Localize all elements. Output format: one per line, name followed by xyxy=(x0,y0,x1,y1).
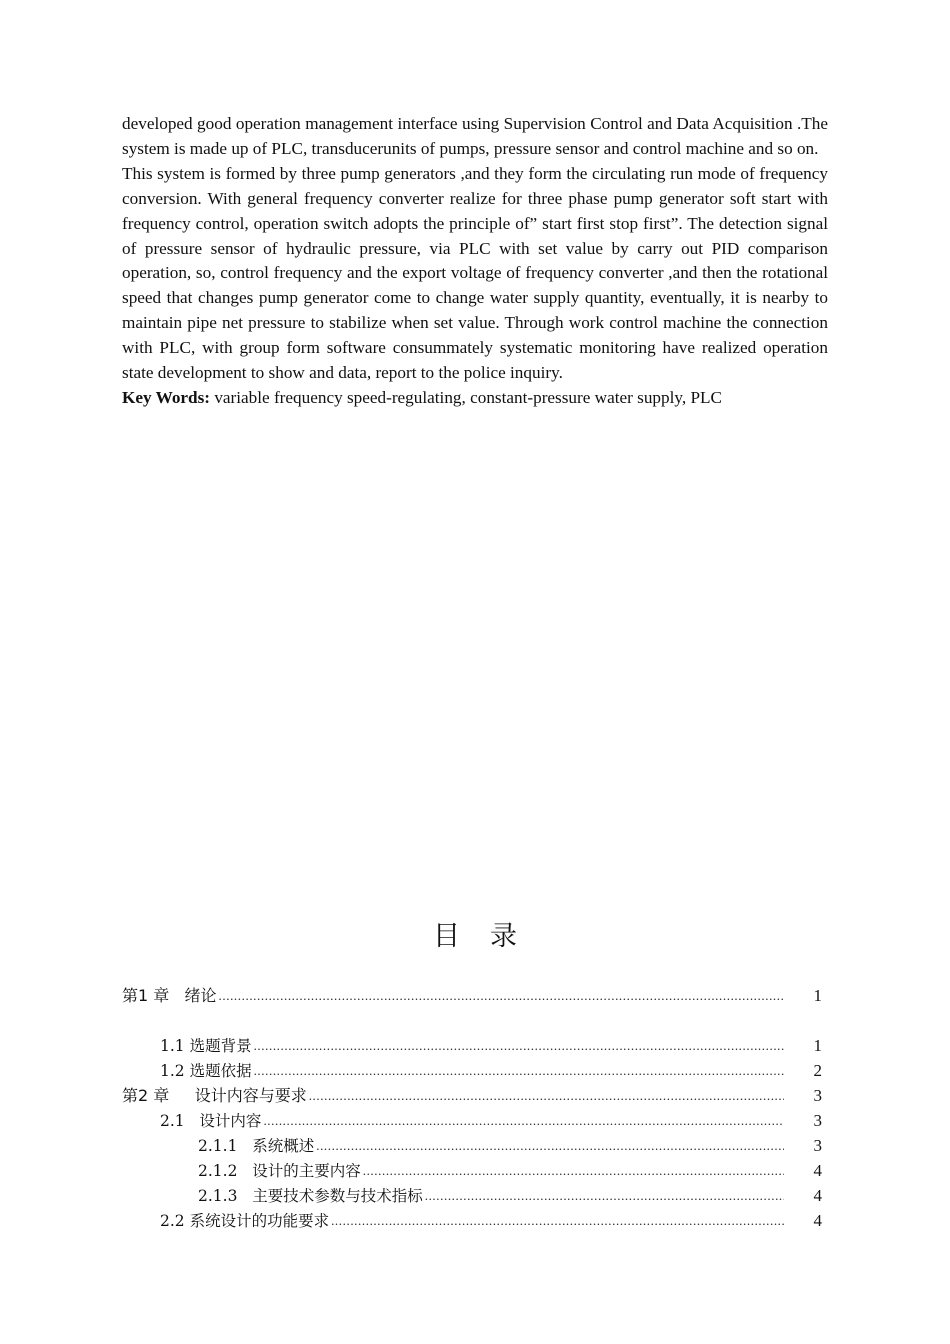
abstract-section xyxy=(122,112,828,411)
toc-leader-dots xyxy=(219,985,784,1007)
toc-leader-dots xyxy=(263,1110,784,1132)
abstract-paragraph-1: developed good operation management interface using Supervision Control and Data Acquisition .The system is made up of PLC, transducerunits of pumps, pressure sensor and control machine and so on. xyxy=(122,114,828,158)
toc-entry-label: 1.1 选题背景 xyxy=(160,1037,252,1055)
toc-entry-label: 2.1.1 系统概述 xyxy=(198,1137,315,1155)
toc-title-char-1: 目 xyxy=(433,921,460,952)
toc-entry-label: 2.2 系统设计的功能要求 xyxy=(160,1212,330,1230)
toc-entry-chapter-1[interactable] xyxy=(122,983,822,1007)
toc-entry-label: 2.1 设计内容 xyxy=(160,1112,262,1130)
toc-entry-page: 3 xyxy=(813,1111,822,1130)
keywords-text: variable frequency speed-regulating, constant-pressure water supply, PLC xyxy=(210,387,722,407)
toc-entry-label: 2.1.2 设计的主要内容 xyxy=(198,1162,361,1180)
toc-entry-2-2[interactable] xyxy=(160,1208,822,1232)
toc-entry-2-1[interactable] xyxy=(160,1108,822,1132)
toc-entry-page: 3 xyxy=(813,1086,822,1105)
toc-entry-page: 3 xyxy=(813,1136,822,1155)
toc-entry-page: 4 xyxy=(813,1161,822,1180)
toc-entry-1-1[interactable] xyxy=(160,1033,822,1057)
toc-entry-chapter-2[interactable] xyxy=(122,1083,822,1107)
toc-leader-dots xyxy=(425,1185,784,1207)
toc-leader-dots xyxy=(363,1160,784,1182)
toc-entry-page: 4 xyxy=(813,1211,822,1230)
toc-leader-dots xyxy=(254,1035,784,1057)
toc-leader-dots xyxy=(331,1210,784,1232)
toc-entry-page: 1 xyxy=(813,986,822,1005)
abstract-paragraph-2: This system is formed by three pump generators ,and they form the circulating run mode of frequency conversion. With general frequency converter realize for three phase pump generator soft start with frequency control, operation switch adopts the principle of” start first stop first”. The detection signal of pressure sensor of hydraulic pressure, via PLC with set value by carry out PID comparison operation, so, control frequency and the export voltage of frequency converter ,and then the rotational speed that changes pump generator come to change water supply quantity, eventually, it is nearby to maintain pipe net pressure to stabilize when set value. Through work control machine the connection with PLC, with group form software consummately systematic monitoring have realized operation state development to show and data, report to the police inquiry. xyxy=(122,163,828,383)
toc-entry-label: 1.2 选题依据 xyxy=(160,1062,252,1080)
toc-title xyxy=(0,914,950,953)
toc-entry-page: 4 xyxy=(813,1186,822,1205)
toc-entry-2-1-3[interactable] xyxy=(198,1183,822,1207)
toc-entry-2-1-2[interactable] xyxy=(198,1158,822,1182)
toc-title-char-2: 录 xyxy=(490,921,517,952)
toc-entry-page: 2 xyxy=(813,1061,822,1080)
keywords-label: Key Words: xyxy=(122,387,211,407)
toc-entry-label: 2.1.3 主要技术参数与技术指标 xyxy=(198,1187,423,1205)
toc-leader-dots xyxy=(309,1085,784,1107)
keywords-line xyxy=(122,386,828,411)
toc-leader-dots xyxy=(254,1060,784,1082)
toc-entry-label: 第2 章 设计内容与要求 xyxy=(122,1086,307,1105)
toc-entry-label: 第1 章 绪论 xyxy=(122,986,217,1005)
toc-entry-1-2[interactable] xyxy=(160,1058,822,1082)
toc-entry-2-1-1[interactable] xyxy=(198,1133,822,1157)
toc-entry-page: 1 xyxy=(813,1036,822,1055)
toc-leader-dots xyxy=(316,1135,784,1157)
